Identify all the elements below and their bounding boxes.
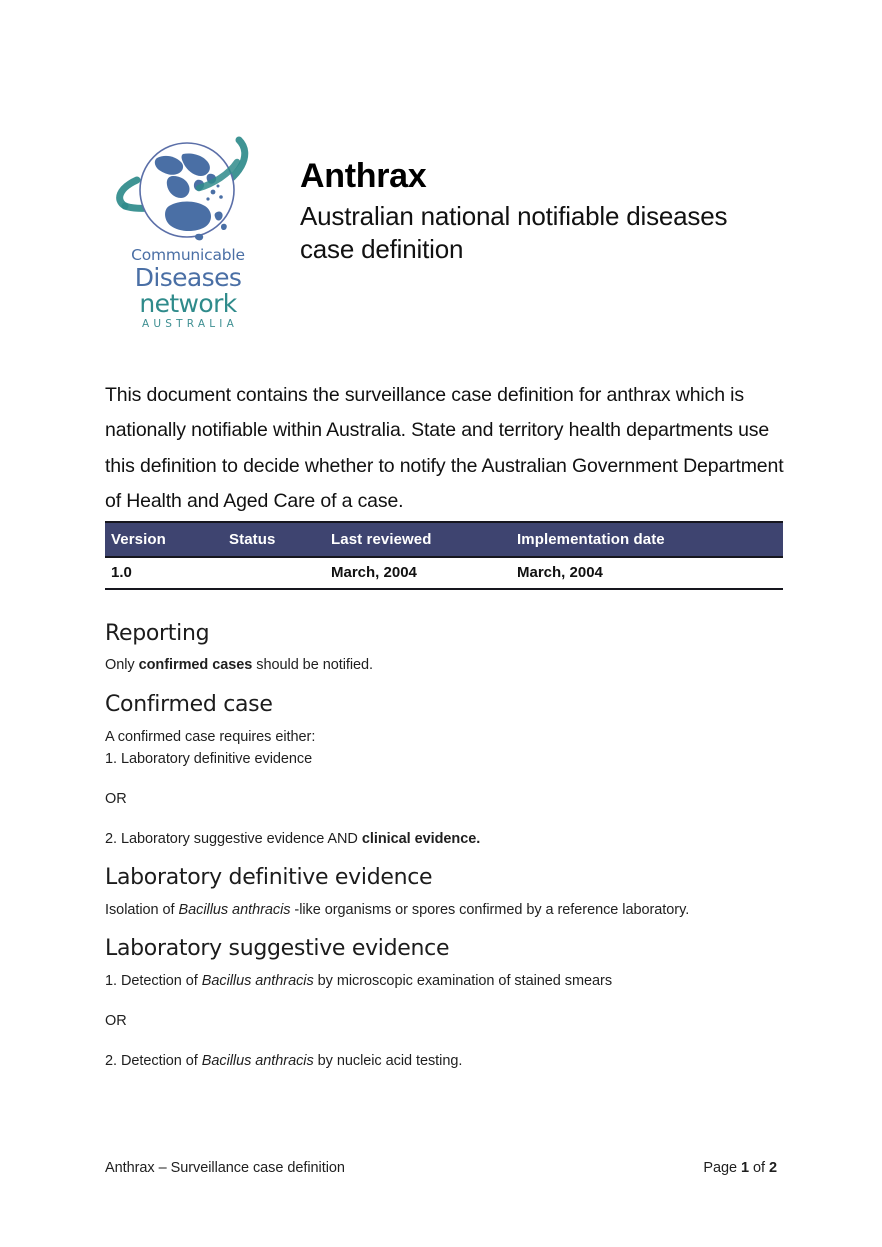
heading-reporting: Reporting xyxy=(105,621,210,646)
column-header-last-reviewed: Last reviewed xyxy=(331,522,517,557)
title-block xyxy=(300,158,777,267)
labsug-item-2-species-italic: Bacillus anthracis xyxy=(201,1053,314,1069)
paragraph-laboratory-definitive-evidence xyxy=(105,901,689,921)
footer-of-label: of xyxy=(749,1160,769,1176)
logo-wordmark xyxy=(113,248,263,329)
page-footer xyxy=(105,1160,777,1176)
paragraph-laboratory-suggestive-connector: OR xyxy=(105,1013,127,1029)
labsug-item-1-species-italic: Bacillus anthracis xyxy=(201,973,314,989)
footer-page-number: 1 xyxy=(741,1160,750,1176)
paragraph-confirmed-lead: A confirmed case requires either: xyxy=(105,729,316,745)
logo-line-communicable: Communicable xyxy=(131,246,245,264)
column-header-implementation-date: Implementation date xyxy=(517,522,783,557)
reporting-text-bold: confirmed cases xyxy=(138,657,253,673)
column-header-status: Status xyxy=(229,522,331,557)
reporting-text-tail: should be notified. xyxy=(252,657,374,673)
cell-status xyxy=(229,557,331,589)
footer-page-indicator xyxy=(703,1160,777,1176)
page-subtitle: Australian national notifiable diseases case definition xyxy=(300,201,728,265)
version-table-head xyxy=(105,522,783,557)
paragraph-confirmed-item-1: 1. Laboratory definitive evidence xyxy=(105,751,313,767)
labdef-text-lead: Isolation of xyxy=(105,902,179,918)
column-header-version: Version xyxy=(105,522,229,557)
footer-page-total: 2 xyxy=(768,1160,777,1176)
paragraph-confirmed-connector: OR xyxy=(105,791,127,807)
logo-line-network: network xyxy=(139,288,237,318)
document-masthead xyxy=(105,130,777,335)
heading-laboratory-suggestive-evidence: Laboratory suggestive evidence xyxy=(105,936,450,961)
globe-icon xyxy=(113,130,263,255)
heading-confirmed-case: Confirmed case xyxy=(105,692,273,717)
heading-laboratory-definitive-evidence: Laboratory definitive evidence xyxy=(105,865,433,890)
version-table-body xyxy=(105,557,783,589)
logo-line-australia: AUSTRALIA xyxy=(142,317,238,330)
paragraph-confirmed-item-2 xyxy=(105,830,480,850)
reporting-text-lead: Only xyxy=(105,657,139,673)
paragraph-laboratory-suggestive-item-1 xyxy=(105,972,612,992)
confirmed-item-2-bold: clinical evidence. xyxy=(361,831,481,847)
footer-document-name: Anthrax – Surveillance case definition xyxy=(105,1160,345,1176)
cdna-logo xyxy=(113,130,263,335)
labdef-text-tail: -like organisms or spores confirmed by a reference laboratory. xyxy=(290,902,690,918)
labsug-item-1-tail: by microscopic examination of stained smears xyxy=(313,973,613,989)
table-row xyxy=(105,557,783,589)
labsug-item-1-lead: 1. Detection of xyxy=(105,973,202,989)
cell-last-reviewed: March, 2004 xyxy=(331,557,517,589)
footer-page-label: Page xyxy=(703,1160,742,1176)
paragraph-reporting xyxy=(105,656,373,676)
labsug-item-2-lead: 2. Detection of xyxy=(105,1053,202,1069)
intro-paragraph: This document contains the surveillance case definition for anthrax which is nationally notifiable within Australia. State and territory health departments use this definition to decide whether to notify the Australian Government Department of Health and Aged Care of a case. xyxy=(105,383,784,512)
paragraph-laboratory-suggestive-item-2 xyxy=(105,1052,462,1072)
labsug-item-2-tail: by nucleic acid testing. xyxy=(313,1053,463,1069)
page-title: Anthrax xyxy=(300,157,427,195)
version-table xyxy=(105,521,783,590)
confirmed-item-2-lead: 2. Laboratory suggestive evidence AND xyxy=(105,831,362,847)
logo-line-diseases: Diseases xyxy=(134,262,242,292)
table-header-row xyxy=(105,522,783,557)
cell-implementation-date: March, 2004 xyxy=(517,557,783,589)
labdef-species-italic: Bacillus anthracis xyxy=(178,902,291,918)
cell-version: 1.0 xyxy=(105,557,229,589)
